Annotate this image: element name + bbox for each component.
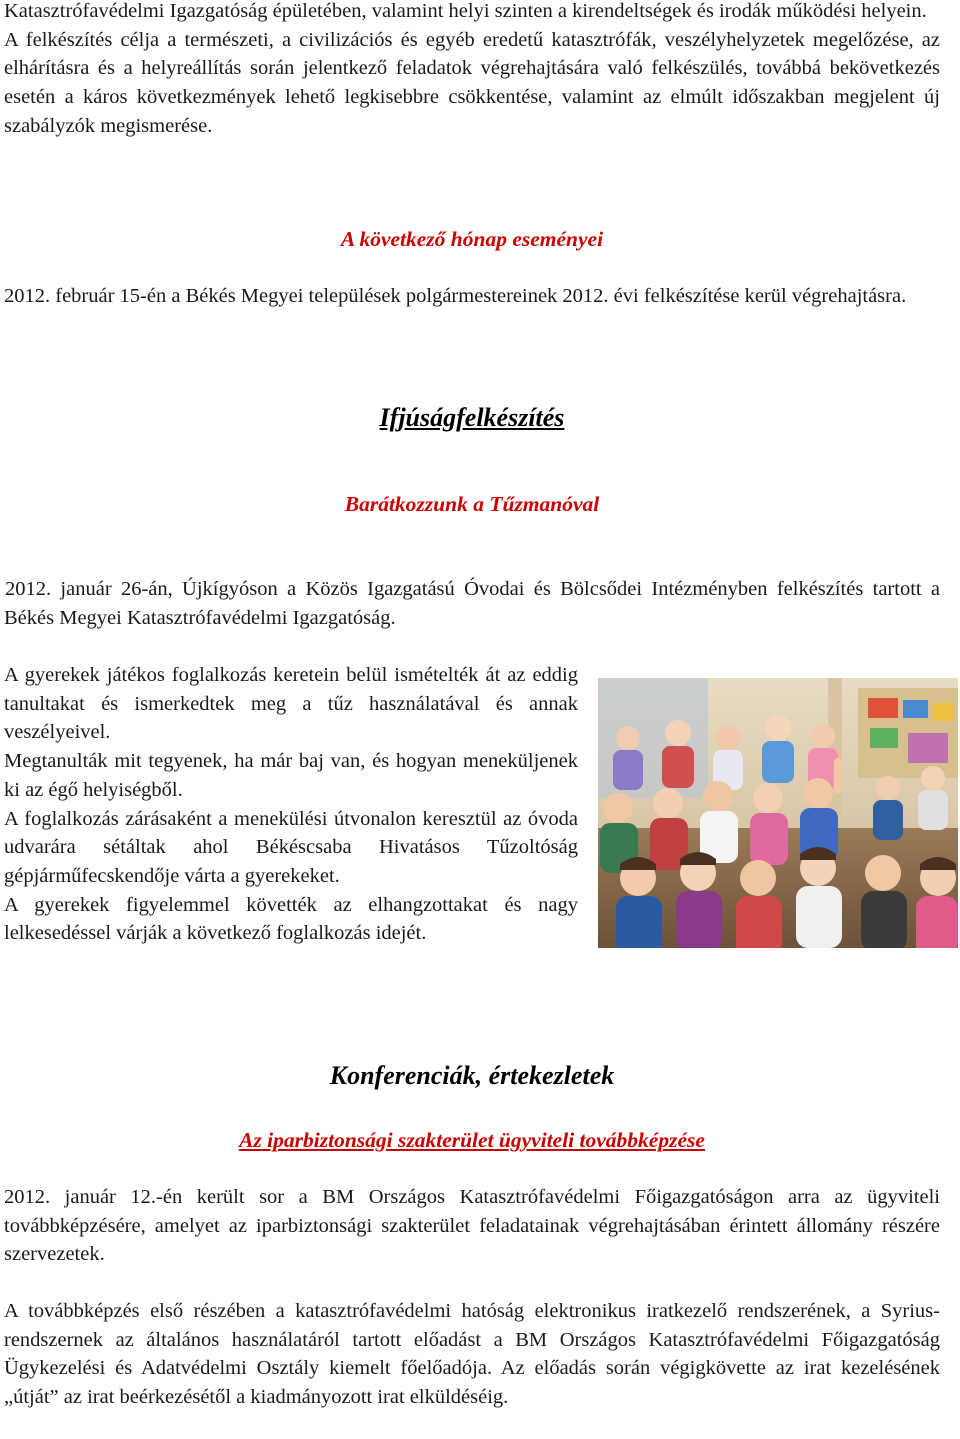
conferences-section-1 [4,1183,940,1269]
youth-paragraph-2: Megtanulták mit tegyenek, ha már baj van, és hogyan meneküljenek ki az égő helyiségből. [4,750,578,801]
youth-body-column [4,661,578,948]
youth-intro-section [4,575,940,632]
next-month-section [4,282,940,311]
youth-paragraph-1: A gyerekek játékos foglalkozás keretein belül ismételték át az eddig tanultakat és ismerkedtek meg a tűz használatával és annak veszélyeivel. [4,664,578,744]
youth-subheading: Barátkozzunk a Tűzmanóval [344,492,600,516]
intro-paragraph-2: A felkészítés célja a természeti, a civilizációs és egyéb eredetű katasztrófák, veszélyhelyzetek megelőzése, az elhárításra és a helyreállítás során jelentkező feladatok végrehajtására való felkészülés, továbbá bekövetkezés esetén a káros következmények lehető legkisebbre csökkentése, valamint az elmúlt időszakban megjelent új szabályzók megismerése. [4,28,940,137]
youth-heading: Ifjúságfelkészítés [379,403,565,432]
youth-intro-text: 2012. január 26-án, Újkígyóson a Közös Igazgatású Óvodai és Bölcsődei Intézményben felkészítés tartott a Békés Megyei Katasztrófavédelmi Igazgatóság. [4,578,940,629]
conferences-paragraph-2: A továbbképzés első részében a katasztrófavédelmi hatóság elektronikus iratkezelő rendszerének, a Syrius-rendszernek az általános használatáról tartott előadást a BM Országos Katasztrófavédelmi Főigazgatóság Ügykezelési és Adatvédelmi Osztály kiemelt főelőadója. Az előadás során végigkövette az irat kezelésének „útját” az irat beérkezésétől a kiadmányozott irat elküldéséig. [4,1300,940,1409]
next-month-heading: A következő hónap eseményei [340,227,604,251]
youth-paragraph-4: A gyerekek figyelemmel követték az elhangzottakat és nagy lelkesedéssel várják a következő foglalkozás idejét. [4,893,578,945]
intro-paragraph-1: Katasztrófavédelmi Igazgatóság épületében, valamint helyi szinten a kirendeltségek és irodák működési helyein. [4,0,927,22]
youth-paragraph-3: A foglalkozás zárásaként a menekülési útvonalon keresztül az óvoda udvarára sétáltak ahol Békéscsaba Hivatásos Tűzoltóság gépjárműfecskendője várta a gyerekeket. [4,807,578,887]
conferences-paragraph-1: 2012. január 12.-én került sor a BM Országos Katasztrófavédelmi Főigazgatóságon arra az ügyviteli továbbképzésére, amelyet az iparbiztonsági szakterület feladatainak végrehajtásában érintett állomány részére szervezetek. [4,1186,940,1266]
children-classroom-photo [598,678,958,948]
conferences-subheading: Az iparbiztonsági szakterület ügyviteli továbbképzése [239,1128,705,1152]
conferences-section-2 [4,1297,940,1412]
conferences-heading: Konferenciák, értekezletek [329,1061,615,1090]
intro-section [4,0,940,141]
next-month-text: 2012. február 15-én a Békés Megyei települések polgármestereinek 2012. évi felkészítése kerül végrehajtásra. [4,285,907,307]
